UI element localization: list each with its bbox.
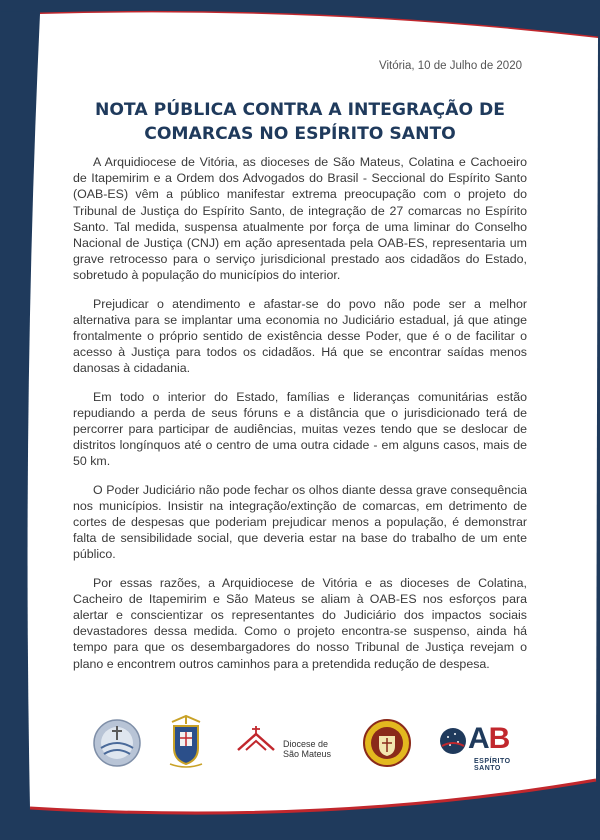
oab-wordmark	[468, 722, 509, 756]
title-line-1: NOTA PÚBLICA CONTRA A INTEGRAÇÃO DE	[94, 100, 506, 120]
diocese-seal-icon	[362, 718, 412, 768]
document-title	[60, 98, 540, 146]
oab-globe-icon	[438, 726, 468, 756]
diocese-line-2: São Mateus	[283, 749, 332, 759]
diocese-coat-of-arms-icon	[168, 714, 204, 770]
archdiocese-logo-icon	[92, 718, 142, 768]
oab-letter-a: A	[468, 722, 489, 755]
paragraph-1: A Arquidiocese de Vitória, as dioceses de São Mateus, Colatina e Cachoeiro de Itapemirim e a Ordem dos Advogados do Brasil - Seccional do Espírito Santo (OAB-ES) vêm a público manifestar extrema preocupação com o projeto do Tribunal de Justiça do Espírito Santo, de integração de 27 comarcas no Espírito Santo. Tal medida, suspensa atualmente por força de uma liminar do Conselho Nacional de Justiça (CNJ) em ação apresentada pela OAB-ES, representaria um grave retrocesso para o serviço jurisdicional prestado aos cidadãos do Estado, sobretudo à população do municípios do interior.	[73, 155, 527, 283]
paragraph-4: O Poder Judiciário não pode fechar os olhos diante dessa grave consequência nos municípios. Insistir na integração/extinção de comarcas, em detrimento de cortes de despesas que poderiam prejudicar menos a população, é demonstrar falta de sensibilidade social, que deveria estar na base do trabalho de um ente público.	[73, 482, 527, 562]
oab-es-logo	[438, 718, 538, 772]
paragraph-3: Em todo o interior do Estado, famílias e lideranças comunitárias estão repudiando a perda de seus fóruns e a distância que o jurisdicionado terá de percorrer para participar de audiências, muitas vezes tendo que se deslocar de distritos longínquos até o centro de uma outra cidade - em alguns casos, mais de 50 km.	[73, 389, 527, 469]
paragraph-2: Prejudicar o atendimento e afastar-se do povo não pode ser a melhor alternativa para se implantar uma economia no Judiciário estadual, já que atinge frontalmente o próprio sentido de existência desse Poder, que é o de facilitar o acesso à Justiça para todos os cidadãos. Há que se encontrar saídas menos danosas à cidadania.	[73, 296, 527, 376]
paragraph-5: Por essas razões, a Arquidiocese de Vitória e as dioceses de Colatina, Cacheiro de Itapemirim e São Mateus se aliam à OAB-ES nos esforços para alertar e conscientizar os representantes do Judiciário dos impactos sociais devastadores dessa medida. Como o projeto encontra-se suspenso, ainda há tempo para que os desembargadores do nosso Tribunal de Justiça revejam o plano e encontrem outros caminhos para a pretendida redução de despesa.	[73, 575, 527, 671]
document-body	[73, 154, 527, 684]
diocese-line-1: Diocese de	[283, 739, 329, 749]
document-date: Vitória, 10 de Julho de 2020	[378, 60, 522, 72]
logos-row	[60, 710, 540, 774]
diocese-sao-mateus-logo	[236, 724, 336, 764]
diocese-sao-mateus-text	[283, 739, 331, 759]
church-roof-icon	[236, 724, 280, 754]
oab-subtitle: ESPÍRITO SANTO	[474, 758, 511, 772]
title-line-2: COMARCAS NO ESPÍRITO SANTO	[144, 124, 456, 144]
oab-letter-b: B	[488, 722, 510, 755]
